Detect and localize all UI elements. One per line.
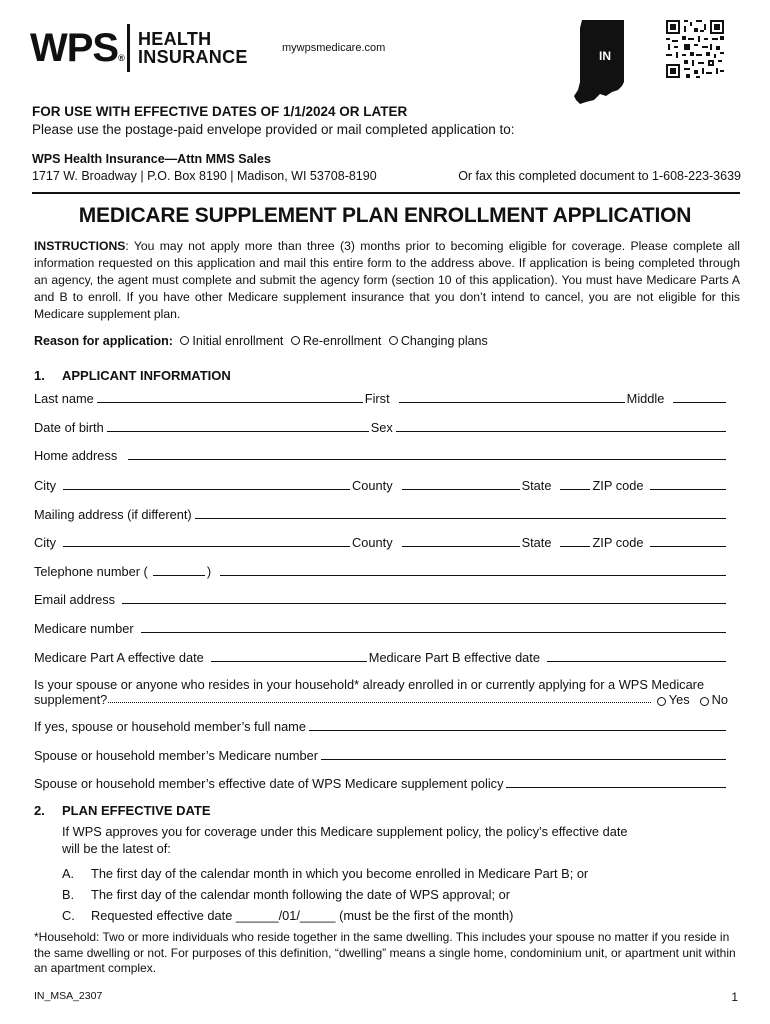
home-address-label: Home address xyxy=(34,448,118,463)
radio-changing-plans[interactable] xyxy=(389,336,398,345)
dob-field[interactable] xyxy=(107,430,369,432)
row-telephone xyxy=(34,561,728,579)
wps-logo: WPS® xyxy=(30,26,124,70)
form-code: IN_MSA_2307 xyxy=(34,990,103,1002)
dot-leader xyxy=(108,702,650,703)
spouse-name-label: If yes, spouse or household member’s full name xyxy=(34,719,306,734)
radio-yes[interactable] xyxy=(657,697,666,706)
area-code-field[interactable] xyxy=(153,574,205,576)
dob-label: Date of birth xyxy=(34,420,104,435)
email-label: Email address xyxy=(34,592,116,607)
county-label-2: County xyxy=(352,535,393,550)
part-a-label: Medicare Part A effective date xyxy=(34,650,204,665)
home-address-field[interactable] xyxy=(128,458,726,460)
zip-label: ZIP code xyxy=(592,478,644,493)
last-name-label: Last name xyxy=(34,391,94,406)
spouse-medicare-label: Spouse or household member’s Medicare number xyxy=(34,748,319,763)
sex-label: Sex xyxy=(370,420,393,435)
mailing-address-label: Mailing address (if different) xyxy=(34,507,192,522)
radio-re-enrollment[interactable] xyxy=(291,336,300,345)
option-changing-plans: Changing plans xyxy=(400,334,488,348)
county-field-2[interactable] xyxy=(402,545,520,547)
telephone-label: Telephone number ( xyxy=(34,564,148,579)
city-label-2: City xyxy=(34,535,57,550)
reason-for-application xyxy=(34,334,488,348)
spouse-effective-label: Spouse or household member’s effective date of WPS Medicare supplement policy xyxy=(34,776,504,791)
county-label: County xyxy=(352,478,393,493)
row-spouse-medicare xyxy=(34,745,728,763)
row-mailing-address xyxy=(34,504,728,522)
zip-label-2: ZIP code xyxy=(592,535,644,550)
section-2-heading: 2. PLAN EFFECTIVE DATE xyxy=(34,803,211,818)
part-b-label: Medicare Part B effective date xyxy=(368,650,540,665)
spouse-effective-field[interactable] xyxy=(506,786,726,788)
qr-code-icon xyxy=(666,20,724,78)
logo-health-insurance: HEALTH INSURANCE xyxy=(138,29,248,67)
first-name-label: First xyxy=(364,391,390,406)
row-home-address xyxy=(34,445,728,463)
website-url[interactable]: mywpsmedicare.com xyxy=(282,42,386,54)
row-email xyxy=(34,589,728,607)
mailing-address-street: 1717 W. Broadway | P.O. Box 8190 | Madison, WI 53708-8190 xyxy=(32,169,377,183)
row-city-2 xyxy=(34,532,728,550)
zip-field-2[interactable] xyxy=(650,545,726,547)
state-field[interactable] xyxy=(560,488,590,490)
row-part-dates xyxy=(34,647,728,665)
state-field-2[interactable] xyxy=(560,545,590,547)
telephone-close: ) xyxy=(206,564,212,579)
form-title: MEDICARE SUPPLEMENT PLAN ENROLLMENT APPLICATION xyxy=(78,204,692,227)
effective-date-notice: FOR USE WITH EFFECTIVE DATES OF 1/1/2024 OR LATER xyxy=(32,104,408,119)
row-dob-sex xyxy=(34,417,728,435)
section-2-list xyxy=(62,863,588,926)
indiana-state-icon xyxy=(572,20,630,104)
list-item: A. The first day of the calendar month in which you become enrolled in Medicare Part B; or xyxy=(62,866,589,881)
header-divider xyxy=(32,192,740,194)
section-1-heading: 1. APPLICANT INFORMATION xyxy=(34,368,231,383)
page-number: 1 xyxy=(731,990,738,1004)
row-spouse-name xyxy=(34,716,728,734)
household-footnote: *Household: Two or more individuals who reside together in the same dwelling. This includes your spouse no matter if you reside in the same dwelling or not. For purposes of this definition, “dwelling” means a single home, condominium unit, or apartment unit within an apartment complex. xyxy=(34,930,736,975)
reason-label: Reason for application: xyxy=(34,334,173,348)
sex-field[interactable] xyxy=(396,430,726,432)
instructions-text: : You may not apply more than three (3) months prior to becoming eligible for coverage. Please complete all information requested on this application and mail this entire form to the address above. If application is being completed through an agency, the agent must complete and submit the agency form (section 10 of this application). You must have Medicare Parts A and B to enroll. If you have other Medicare supplement insurance that you don’t intend to cancel, you are not eligible for this Medicare supplement plan. xyxy=(34,239,740,321)
last-name-field[interactable] xyxy=(97,401,363,403)
row-name xyxy=(34,388,728,406)
city-field-2[interactable] xyxy=(63,545,350,547)
instructions xyxy=(34,238,740,323)
section-2-intro: If WPS approves you for coverage under this Medicare supplement policy, the policy’s effective date will be the latest of: xyxy=(62,824,628,856)
radio-no[interactable] xyxy=(700,697,709,706)
logo-divider xyxy=(127,24,130,72)
spouse-question-line2: supplement? xyxy=(34,692,108,707)
state-label: IN xyxy=(599,49,611,63)
email-field[interactable] xyxy=(122,602,726,604)
part-a-field[interactable] xyxy=(211,660,367,662)
medicare-number-field[interactable] xyxy=(141,631,726,633)
fax-note: Or fax this completed document to 1-608-223-3639 xyxy=(458,169,741,183)
envelope-note: Please use the postage-paid envelope provided or mail completed application to: xyxy=(32,122,515,137)
part-b-field[interactable] xyxy=(547,660,726,662)
first-name-field[interactable] xyxy=(399,401,625,403)
middle-label: Middle xyxy=(626,391,665,406)
list-item: B. The first day of the calendar month following the date of WPS approval; or xyxy=(62,887,510,902)
city-label: City xyxy=(34,478,57,493)
radio-initial-enrollment[interactable] xyxy=(180,336,189,345)
row-spouse-effective xyxy=(34,773,728,791)
state-label: State xyxy=(521,478,552,493)
yes-label: Yes xyxy=(668,692,690,707)
list-item[interactable]: C. Requested effective date ______/01/_____ (must be the first of the month) xyxy=(62,908,514,923)
spouse-name-field[interactable] xyxy=(309,729,726,731)
instructions-label: INSTRUCTIONS xyxy=(34,239,126,253)
no-label: No xyxy=(711,692,728,707)
mailing-address-field[interactable] xyxy=(195,517,726,519)
option-initial-enrollment: Initial enrollment xyxy=(192,334,284,348)
county-field[interactable] xyxy=(402,488,520,490)
medicare-number-label: Medicare number xyxy=(34,621,134,636)
city-field[interactable] xyxy=(63,488,350,490)
state-label-2: State xyxy=(521,535,552,550)
option-re-enrollment: Re-enrollment xyxy=(302,334,382,348)
zip-field[interactable] xyxy=(650,488,726,490)
telephone-field[interactable] xyxy=(220,574,726,576)
spouse-question xyxy=(34,677,728,707)
row-city-1 xyxy=(34,475,728,493)
spouse-question-line1: Is your spouse or anyone who resides in your household* already enrolled in or currently applying for a WPS Medicare xyxy=(34,677,705,692)
mailing-address-name: WPS Health Insurance—Attn MMS Sales xyxy=(32,152,271,166)
row-medicare-number xyxy=(34,618,728,636)
middle-field[interactable] xyxy=(673,401,726,403)
spouse-medicare-field[interactable] xyxy=(321,758,726,760)
